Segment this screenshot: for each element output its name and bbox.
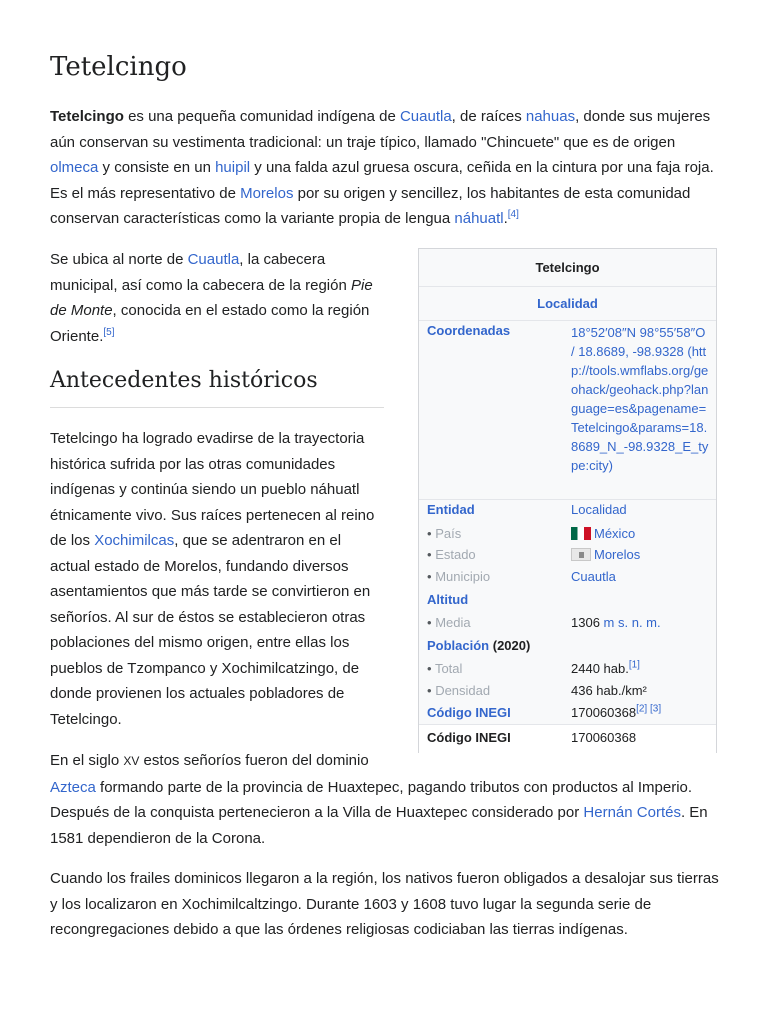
text: estos señoríos fueron del dominio <box>139 752 369 769</box>
bullet: • <box>427 547 432 562</box>
inegi2-label: Código INEGI <box>427 730 511 745</box>
text: En el siglo <box>50 752 124 769</box>
text: Tetelcingo ha logrado evadirse de la trayectoria histórica sufrida por las otras comunidades indígenas y continúa siendo un pueblo náhuatl étnicamente vivo. Sus raíces pertenecen al reino de los <box>50 430 375 549</box>
text: Se ubica al norte de <box>50 251 188 268</box>
link-cuautla-2[interactable]: Cuautla <box>187 251 240 268</box>
pais-label: País <box>435 526 462 541</box>
entidad-value[interactable]: Localidad <box>571 502 627 517</box>
municipio-value[interactable]: Cuautla <box>571 569 616 584</box>
bullet: • <box>427 661 432 676</box>
link-morelos[interactable]: Morelos <box>240 184 294 202</box>
infobox-title: Tetelcingo <box>419 249 716 287</box>
link-nahuas[interactable]: nahuas <box>525 108 576 125</box>
intro-bold: Tetelcingo <box>50 108 124 125</box>
text: , conocida en el estado como la región Oriente. <box>50 302 370 345</box>
bullet: • <box>427 526 432 541</box>
italic-text: Pie de Monte <box>50 276 373 319</box>
entidad-label[interactable]: Entidad <box>427 502 475 517</box>
infobox-row-inegi-2 <box>419 724 716 754</box>
history-paragraph-2 <box>50 748 720 851</box>
link-nahuatl[interactable]: náhuatl <box>454 210 504 227</box>
infobox-subtitle-link[interactable]: Localidad <box>537 296 598 311</box>
text: . En 1581 dependieron de la Corona. <box>50 804 708 847</box>
separator <box>419 499 716 500</box>
total-value: 2440 hab. <box>571 661 629 676</box>
text: . <box>503 210 508 227</box>
media-label: Media <box>435 615 471 630</box>
densidad-value: 436 hab./km² <box>571 683 647 698</box>
text: formando parte de la provincia de Huaxtepec, pagando tributos con productos al Imperio. Después de la conquista pertenecieron a la Villa de Huaxtepec considerado por <box>50 778 693 821</box>
link-olmeca[interactable]: olmeca <box>50 159 99 176</box>
link-huipil[interactable]: huipil <box>215 159 251 176</box>
text: y consiste en un <box>98 159 216 176</box>
coordenadas-label[interactable]: Coordenadas <box>427 323 511 338</box>
intro-paragraph <box>50 104 720 232</box>
inegi-value: 170060368 <box>571 705 637 720</box>
media-value: 1306 <box>571 615 600 630</box>
inegi-label[interactable]: Código INEGI <box>427 705 511 720</box>
flag-mexico-icon <box>571 527 591 540</box>
reference-2-3[interactable]: [2] [3] <box>636 703 662 715</box>
reference-5[interactable]: [5] <box>103 326 115 338</box>
municipio-label: Municipio <box>435 569 491 584</box>
text: , la cabecera municipal, así como la cabecera de la región <box>50 251 351 294</box>
estado-value[interactable]: Morelos <box>594 547 641 562</box>
pais-value[interactable]: México <box>594 526 636 541</box>
text: , que se adentraron en el actual estado de Morelos, fundando diversos asentamientos que más tarde se convirtieron en señoríos. Al sur de éstos se establecieron otras poblaciones del mismo origen, entre ellas los pueblos de Tzompanco y Xochimilcatzingo, de donde provienen los actuales pobladores de Tetelcingo. <box>50 532 371 728</box>
history-paragraph-3: Cuando los frailes dominicos llegaron a la región, los nativos fueron obligados a desalojar sus tierras y los localizaron en Xochimilcaltzingo. Durante 1603 y 1608 tuvo lugar la segunda serie de recongregaciones debido a que las órdenes religiosas codiciaban las tierras indígenas. <box>50 870 719 938</box>
century-text: XV <box>123 754 140 768</box>
densidad-label: Densidad <box>435 683 491 698</box>
inegi2-value: 170060368 <box>571 730 637 745</box>
link-cuautla[interactable]: Cuautla <box>399 108 452 125</box>
link-hernan-cortes[interactable]: Hernán Cortés <box>583 804 681 821</box>
link-azteca[interactable]: Azteca <box>50 778 96 796</box>
infobox <box>418 248 717 753</box>
reference-1[interactable]: [1] <box>628 659 640 671</box>
coordenadas-value[interactable]: 18°52′08″N 98°55′58″O / 18.8689, -98.9328 (http://tools.wmflabs.org/geohack/geohack.php?language=es&pagename=Tetelcingo&params=18.8689_N_-98.9328_E_type:city) <box>571 325 709 473</box>
total-label: Total <box>434 661 463 676</box>
text: es una pequeña comunidad indígena de <box>123 108 400 125</box>
poblacion-label[interactable]: Población <box>427 638 490 653</box>
text: por su origen y sencillez, los habitantes de esta comunidad conservan características como la variante propia de lengua <box>50 184 691 227</box>
location-paragraph <box>50 247 382 349</box>
bullet: • <box>427 569 432 584</box>
text: , de raíces <box>451 108 526 125</box>
media-unit-link[interactable]: m s. n. m. <box>603 615 661 630</box>
link-xochimilcas[interactable]: Xochimilcas <box>94 532 175 549</box>
poblacion-year: (2020) <box>489 638 531 653</box>
bullet: • <box>427 683 432 698</box>
text: , donde sus mujeres aún conservan su vestimenta tradicional: un traje típico, llamado "Chincuete" que es de origen <box>50 108 711 151</box>
reference-4[interactable]: [4] <box>507 209 519 220</box>
history-paragraph-1 <box>50 426 382 732</box>
section-heading: Antecedentes históricos <box>50 368 384 408</box>
page-title: Tetelcingo <box>50 52 187 82</box>
flag-morelos-icon <box>571 548 591 561</box>
altitud-label[interactable]: Altitud <box>427 592 469 607</box>
text: y una falda azul gruesa oscura, ceñida en la cintura por una faja roja. Es el más representativo de <box>50 159 714 202</box>
estado-label: Estado <box>435 547 476 562</box>
bullet: • <box>427 615 432 630</box>
